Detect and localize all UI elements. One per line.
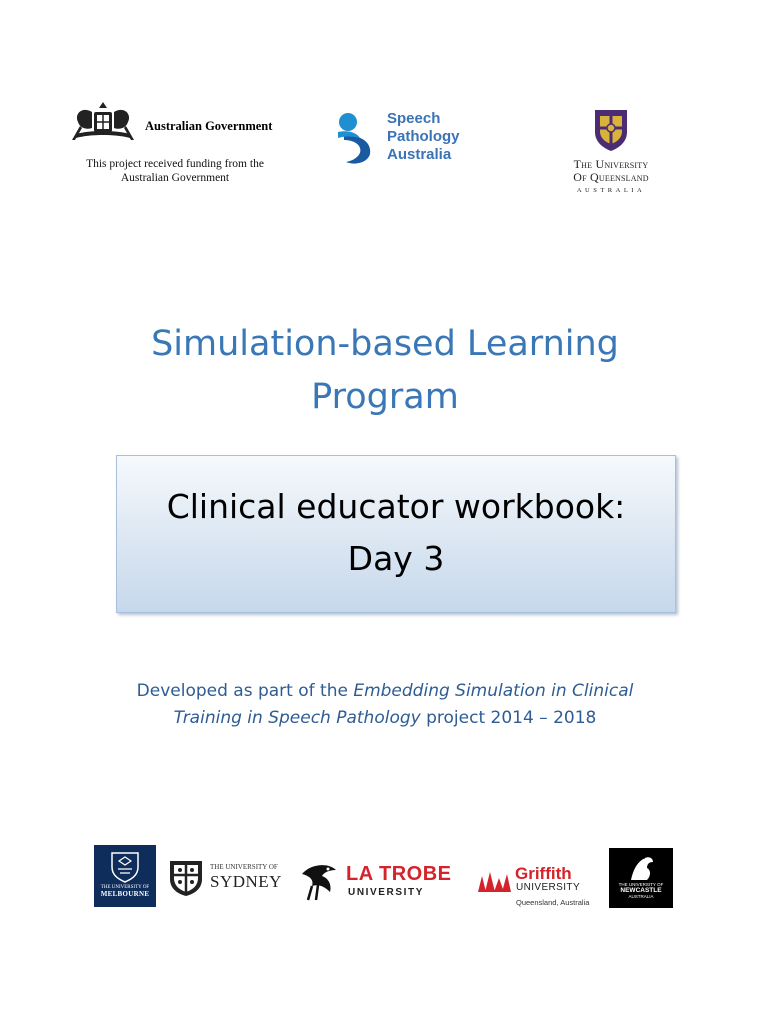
australian-government-logo — [68, 100, 288, 150]
spa-line-1: Speech — [387, 110, 441, 127]
university-of-newcastle-logo — [609, 848, 673, 908]
la-trobe-university-logo — [298, 860, 466, 904]
uq-line-2: Of Queensland — [573, 170, 649, 184]
spa-swirl-icon — [334, 110, 378, 166]
la-trobe-name: LA TROBE — [346, 863, 452, 885]
workbook-line-2: Day 3 — [347, 539, 445, 578]
uq-crest-icon — [593, 108, 629, 152]
university-of-melbourne-logo — [94, 845, 156, 907]
sydney-crest-icon — [168, 859, 204, 897]
project-name-part-1: Embedding Simulation in Clinical — [353, 681, 634, 701]
griffith-location: Queensland, Australia — [516, 898, 590, 907]
melbourne-big: MELBOURNE — [100, 890, 150, 898]
newcastle-big: NEWCASTLE — [620, 887, 662, 894]
griffith-name: Griffith — [515, 864, 572, 883]
melbourne-small: THE UNIVERSITY OF — [100, 885, 150, 890]
description-prefix: Developed as part of the — [136, 681, 354, 701]
description-line-1 — [0, 678, 770, 705]
funding-line-2: Australian Government — [120, 172, 230, 184]
project-name-part-2: Training in Speech Pathology — [173, 708, 421, 728]
melbourne-crest-icon — [110, 851, 140, 883]
coat-of-arms-icon — [68, 100, 138, 146]
spa-line-3: Australia — [387, 146, 452, 163]
la-trobe-university: UNIVERSITY — [348, 887, 425, 898]
melbourne-wordmark — [94, 885, 156, 897]
uq-country: AUSTRALIA — [576, 187, 646, 194]
project-description — [0, 678, 770, 732]
government-name: Australian Government — [145, 119, 273, 133]
title-line-1: Simulation-based Learning — [151, 324, 619, 364]
title-line-2: Program — [311, 377, 459, 417]
workbook-line-1: Clinical educator workbook: — [166, 487, 626, 526]
newcastle-wordmark — [609, 882, 673, 900]
workbook-title-box — [116, 455, 676, 613]
la-trobe-bird-icon — [298, 860, 340, 902]
workbook-title — [117, 481, 675, 585]
griffith-flame-icon — [476, 870, 512, 892]
description-suffix: project 2014 – 2018 — [420, 708, 597, 728]
university-of-sydney-logo — [168, 858, 283, 898]
document-title — [0, 318, 770, 424]
sydney-big: SYDNEY — [210, 872, 282, 891]
newcastle-small: THE UNIVERSITY OF — [618, 882, 664, 887]
newcastle-horse-icon — [625, 854, 657, 882]
griffith-university: UNIVERSITY — [516, 882, 581, 893]
speech-pathology-australia-logo — [334, 110, 484, 170]
spa-wordmark — [387, 110, 460, 164]
spa-line-2: Pathology — [387, 128, 460, 145]
newcastle-country: AUSTRALIA — [628, 894, 654, 899]
funding-line-1: This project received funding from the — [86, 158, 264, 170]
university-of-queensland-logo — [556, 108, 666, 198]
description-line-2 — [0, 705, 770, 732]
uq-line-1: The University — [573, 157, 649, 171]
griffith-university-logo — [476, 862, 596, 910]
sydney-small: THE UNIVERSITY OF — [210, 863, 278, 871]
funding-notice — [60, 157, 290, 185]
uq-wordmark — [556, 158, 666, 184]
